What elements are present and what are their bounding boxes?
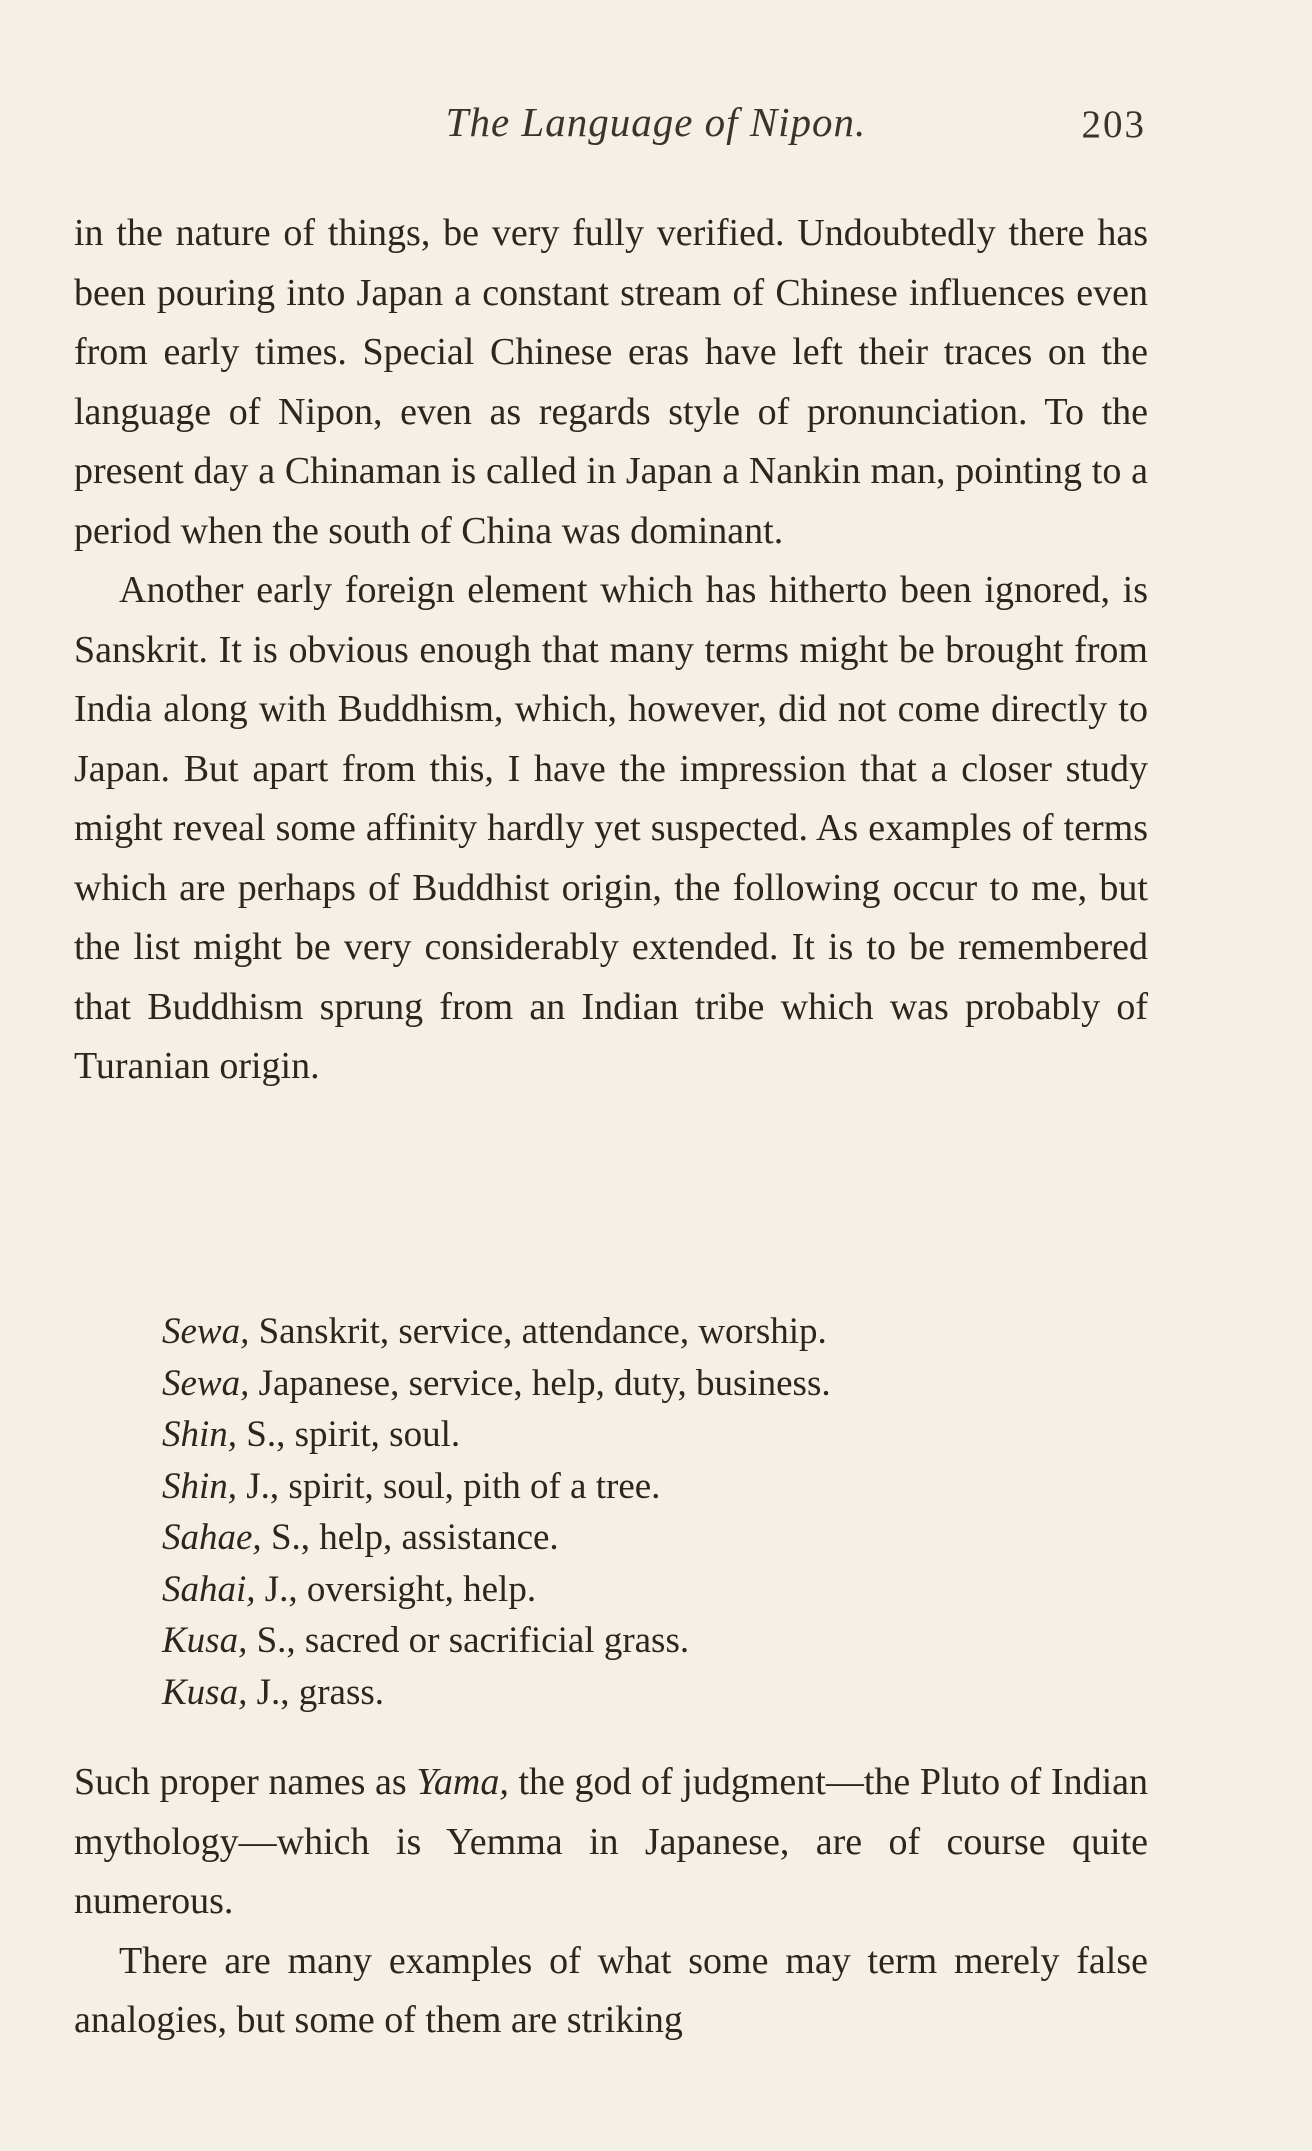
glossary-term: Sewa, bbox=[162, 1362, 250, 1404]
glossary-definition: S., sacred or sacrificial grass. bbox=[247, 1620, 690, 1661]
glossary-term: Sahai, bbox=[162, 1568, 256, 1610]
paragraph-continuation: in the nature of things, be very fully verified. Undoubtedly there has been pouring into Japan a constant stream of Chinese influences even from early times. Special Chinese eras have left their traces on the language of Nipon, even as regards style of pronunciation. To the present day a Chinaman is called in Japan a Nankin man, pointing to a period when the south of China was dominant. bbox=[74, 212, 1148, 552]
glossary-item bbox=[162, 1358, 1062, 1410]
glossary-term: Shin, bbox=[162, 1465, 238, 1507]
paragraph-proper-names bbox=[74, 1753, 1148, 1932]
glossary-term: Kusa, bbox=[162, 1671, 248, 1713]
glossary-definition: Sanskrit, service, attendance, worship. bbox=[249, 1311, 827, 1352]
paragraph-false-analogies: There are many examples of what some may term merely false analogies, but some of them are striking bbox=[74, 1939, 1148, 2041]
glossary-term: Sahae, bbox=[162, 1517, 262, 1558]
glossary-item bbox=[162, 1306, 1062, 1358]
closing-text bbox=[74, 1753, 1148, 2051]
glossary-definition: J., oversight, help. bbox=[255, 1568, 537, 1610]
glossary-definition: J., spirit, soul, pith of a tree. bbox=[237, 1465, 661, 1507]
glossary-definition: Japanese, service, help, duty, business. bbox=[249, 1362, 831, 1404]
glossary-item bbox=[162, 1512, 1062, 1564]
body-text bbox=[74, 204, 1148, 1097]
glossary-item bbox=[162, 1667, 1062, 1719]
running-title: The Language of Nipon. bbox=[445, 99, 867, 145]
text-run: Such proper names as bbox=[74, 1761, 417, 1803]
glossary-item bbox=[162, 1564, 1062, 1616]
glossary-definition: J., grass. bbox=[247, 1671, 385, 1713]
glossary-item bbox=[162, 1615, 1062, 1667]
glossary-item bbox=[162, 1409, 1062, 1461]
italic-term-yama: Yama, bbox=[416, 1761, 509, 1803]
glossary-list bbox=[162, 1306, 1062, 1718]
running-head bbox=[0, 98, 1312, 148]
glossary-term: Kusa, bbox=[162, 1620, 248, 1661]
page-number: 203 bbox=[1081, 103, 1146, 146]
glossary-definition: S., help, assistance. bbox=[261, 1517, 559, 1558]
text-run: the god of judgment—the Pluto of Indian mythology—which is Yemma in Japanese, are of course quite numerous. bbox=[74, 1761, 1148, 1922]
paragraph-sanskrit: Another early foreign element which has hitherto been ignored, is Sanskrit. It is obvious enough that many terms might be brought from India along with Buddhism, which, however, did not come directly to Japan. But apart from this, I have the impression that a closer study might reveal some affinity hardly yet suspected. As examples of terms which are perhaps of Buddhist origin, the following occur to me, but the list might be very considerably extended. It is to be remembered that Buddhism sprung from an Indian tribe which was probably of Turanian origin. bbox=[74, 569, 1148, 1087]
glossary-term: Shin, bbox=[162, 1414, 238, 1455]
glossary-term: Sewa, bbox=[162, 1311, 250, 1352]
glossary-item bbox=[162, 1461, 1062, 1513]
glossary-definition: S., spirit, soul. bbox=[237, 1414, 461, 1455]
